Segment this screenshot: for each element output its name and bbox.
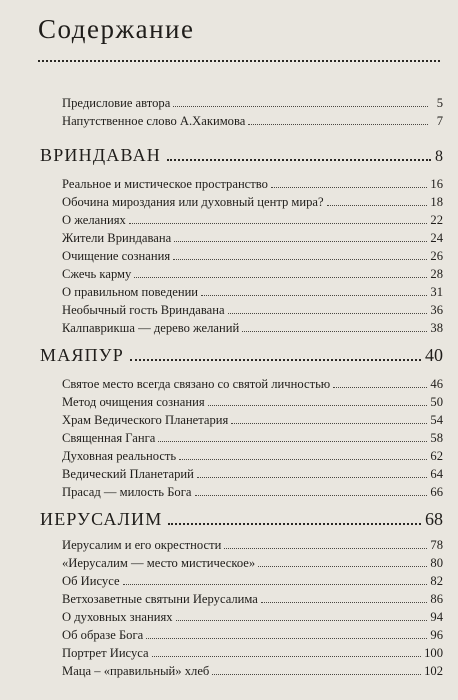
dot-leader <box>179 459 427 460</box>
dot-leader <box>261 602 428 603</box>
toc-entry[interactable] <box>62 317 443 335</box>
toc-entry[interactable] <box>62 660 443 678</box>
toc-entry-page: 38 <box>430 321 443 335</box>
toc-entry[interactable] <box>62 606 443 624</box>
title-divider <box>38 60 440 62</box>
toc-entry[interactable] <box>62 373 443 391</box>
toc-entry-page: 18 <box>430 195 443 209</box>
toc-entry-title: Реальное и мистическое пространство <box>62 177 268 191</box>
dot-leader <box>195 495 428 496</box>
dot-leader <box>212 674 421 675</box>
dot-leader <box>158 441 427 442</box>
toc-entry-title: Метод очищения сознания <box>62 395 205 409</box>
toc-entry-title: Об образе Бога <box>62 628 144 642</box>
dot-leader <box>134 277 427 278</box>
toc-entry-page: 96 <box>430 628 443 642</box>
toc-entry-page: 62 <box>430 449 443 463</box>
toc-entry[interactable] <box>62 427 443 445</box>
dot-leader <box>146 638 427 639</box>
dot-leader <box>327 205 428 206</box>
dot-leader <box>168 523 421 525</box>
dot-leader <box>174 241 427 242</box>
toc-entry-title: О духовных знаниях <box>62 610 173 624</box>
toc-entry[interactable] <box>62 642 443 660</box>
toc-entry[interactable] <box>62 624 443 642</box>
section-heading-vrindavan[interactable] <box>40 142 443 166</box>
dot-leader <box>152 656 422 657</box>
toc-entry-page: 54 <box>430 413 443 427</box>
toc-entry[interactable] <box>62 552 443 570</box>
dot-leader <box>201 295 427 296</box>
toc-entry-title: Прасад — милость Бога <box>62 485 192 499</box>
dot-leader <box>248 124 428 125</box>
dot-leader <box>197 477 428 478</box>
dot-leader <box>176 620 428 621</box>
toc-entry[interactable] <box>62 534 443 552</box>
toc-entry[interactable] <box>62 570 443 588</box>
dot-leader <box>167 159 431 161</box>
toc-entry-title: Храм Ведического Планетария <box>62 413 229 427</box>
dot-leader <box>228 313 428 314</box>
toc-entry-page: 22 <box>430 213 443 227</box>
toc-entry[interactable] <box>62 173 443 191</box>
toc-entry-title: Очищение сознания <box>62 249 171 263</box>
toc-entry[interactable] <box>62 445 443 463</box>
toc-entry-title: Предисловие автора <box>62 96 171 110</box>
section-title: ИЕРУСАЛИМ <box>40 509 163 529</box>
dot-leader <box>130 359 421 361</box>
toc-entry-page: 86 <box>430 592 443 606</box>
section-heading-jerusalem[interactable] <box>40 506 443 530</box>
toc-entry-page: 66 <box>430 485 443 499</box>
toc-entry[interactable] <box>62 191 443 209</box>
toc-entry-page: 94 <box>430 610 443 624</box>
toc-entry[interactable] <box>62 227 443 245</box>
toc-entry-page: 7 <box>436 114 443 128</box>
toc-entry[interactable] <box>62 391 443 409</box>
toc-entry-page: 100 <box>424 646 443 660</box>
dot-leader <box>208 405 428 406</box>
toc-entry-title: Святое место всегда связано со святой личностью <box>62 377 331 391</box>
section-heading-mayapur[interactable] <box>40 342 443 366</box>
toc-entry-page: 5 <box>436 96 443 110</box>
toc-entry-title: Калпаврикша — дерево желаний <box>62 321 240 335</box>
toc-entry-title: Напутственное слово А.Хакимова <box>62 114 246 128</box>
section-page: 8 <box>435 148 443 165</box>
toc-entry[interactable] <box>62 299 443 317</box>
toc-entry-page: 46 <box>430 377 443 391</box>
toc-entry-page: 16 <box>430 177 443 191</box>
toc-entry-title: О правильном поведении <box>62 285 199 299</box>
toc-entry-title: Портрет Иисуса <box>62 646 149 660</box>
toc-entry-title: Обочина мироздания или духовный центр мира? <box>62 195 324 209</box>
toc-entry-title: Духовная реальность <box>62 449 177 463</box>
toc-entry-page: 82 <box>430 574 443 588</box>
toc-entry[interactable] <box>62 209 443 227</box>
dot-leader <box>173 106 428 107</box>
toc-entry-title: О желаниях <box>62 213 126 227</box>
dot-leader <box>333 387 427 388</box>
dot-leader <box>231 423 427 424</box>
toc-entry[interactable] <box>62 588 443 606</box>
toc-entry-title: Об Иисусе <box>62 574 120 588</box>
toc-entry-title: Ведический Планетарий <box>62 467 194 481</box>
toc-entry-page: 102 <box>424 664 443 678</box>
toc-entry-page: 24 <box>430 231 443 245</box>
toc-entry[interactable] <box>62 463 443 481</box>
toc-entry-page: 50 <box>430 395 443 409</box>
toc-entry-page: 26 <box>430 249 443 263</box>
toc-entry[interactable] <box>62 245 443 263</box>
toc-entry-title: Необычный гость Вриндавана <box>62 303 225 317</box>
page-title: Содержание <box>38 14 195 44</box>
toc-entry-page: 28 <box>430 267 443 281</box>
toc-entry[interactable] <box>62 281 443 299</box>
toc-entry-title: Священная Ганга <box>62 431 156 445</box>
dot-leader <box>129 223 428 224</box>
toc-entry-foreword[interactable] <box>62 110 443 128</box>
dot-leader <box>242 331 427 332</box>
toc-entry[interactable] <box>62 481 443 499</box>
toc-entry-page: 64 <box>430 467 443 481</box>
section-page: 68 <box>425 509 443 529</box>
dot-leader <box>258 566 427 567</box>
toc-entry-title: Жители Вриндавана <box>62 231 172 245</box>
toc-entry-page: 58 <box>430 431 443 445</box>
toc-entry-title: Ветхозаветные святыни Иерусалима <box>62 592 258 606</box>
toc-entry[interactable] <box>62 409 443 427</box>
toc-entry-page: 78 <box>430 538 443 552</box>
toc-entry-title: Иерусалим и его окрестности <box>62 538 222 552</box>
toc-entry-title: Маца – «правильный» хлеб <box>62 664 210 678</box>
dot-leader <box>271 187 427 188</box>
dot-leader <box>224 548 427 549</box>
toc-entry-preface[interactable] <box>62 92 443 110</box>
section-page: 40 <box>425 345 443 365</box>
section-title: ВРИНДАВАН <box>40 145 161 165</box>
toc-entry-title: «Иерусалим — место мистическое» <box>62 556 256 570</box>
toc-entry-page: 80 <box>430 556 443 570</box>
toc-entry-page: 31 <box>430 285 443 299</box>
dot-leader <box>173 259 427 260</box>
toc-entry-page: 36 <box>430 303 443 317</box>
toc-entry[interactable] <box>62 263 443 281</box>
toc-entry-title: Сжечь карму <box>62 267 132 281</box>
section-title: МАЯПУР <box>40 345 124 365</box>
dot-leader <box>123 584 428 585</box>
